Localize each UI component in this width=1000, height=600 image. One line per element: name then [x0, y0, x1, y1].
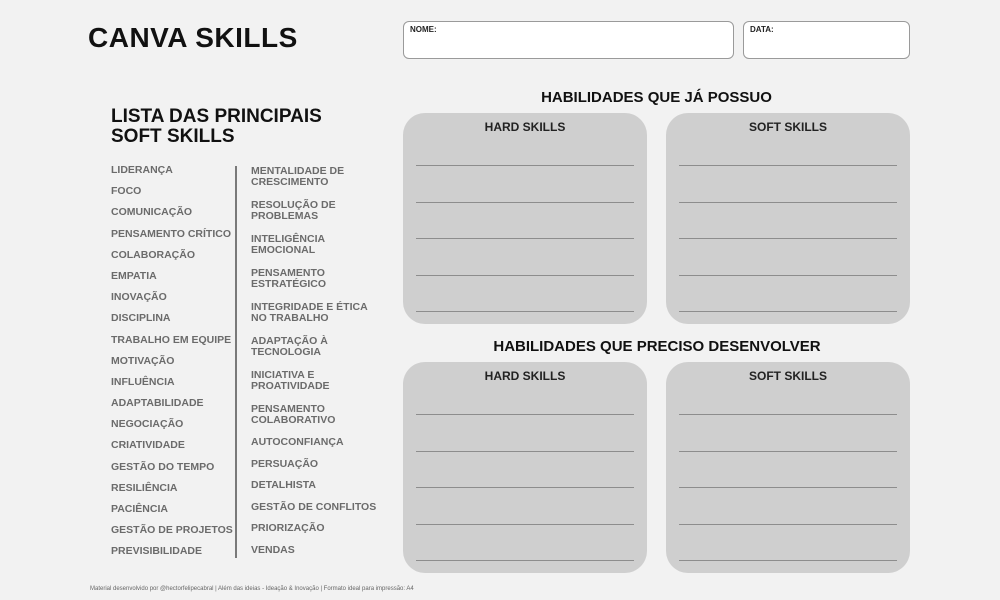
skill-item: GESTÃO DO TEMPO [111, 460, 215, 473]
name-field[interactable] [403, 21, 734, 59]
writing-line [679, 165, 897, 166]
name-label: NOME: [410, 25, 437, 34]
writing-line [679, 560, 897, 561]
writing-line [416, 524, 634, 525]
writing-line [416, 311, 634, 312]
need-section-title: HABILIDADES QUE PRECISO DESENVOLVER [493, 338, 821, 355]
skill-item: TRABALHO EM EQUIPE [111, 333, 232, 346]
skill-item [251, 262, 376, 296]
writing-line [416, 238, 634, 239]
need-hard-skills-label: HARD SKILLS [484, 369, 566, 383]
skill-item [251, 398, 376, 432]
skill-item: PACIÊNCIA [111, 503, 168, 515]
skill-item: INOVAÇÃO [111, 291, 167, 304]
writing-line [679, 311, 897, 312]
date-input[interactable] [750, 36, 903, 54]
skill-item: LIDERANÇA [111, 164, 173, 176]
skill-item-line: PERSUAÇÃO [251, 457, 319, 470]
skill-item-line: INTELIGÊNCIA [251, 233, 326, 245]
skill-item [251, 454, 376, 476]
need-hard-skills-box[interactable] [403, 362, 647, 573]
skills-column-2 [251, 160, 376, 561]
writing-line [679, 202, 897, 203]
skill-item [251, 330, 376, 364]
writing-line [679, 414, 897, 415]
date-label: DATA: [750, 25, 774, 34]
skill-item [251, 497, 376, 519]
skill-item-line: CRESCIMENTO [251, 176, 329, 188]
skills-column-1 [111, 160, 233, 563]
writing-line [416, 202, 634, 203]
writing-line [679, 238, 897, 239]
skill-item [251, 540, 376, 562]
writing-line [416, 487, 634, 488]
have-soft-skills-label: SOFT SKILLS [749, 120, 827, 134]
skill-item: MOTIVAÇÃO [111, 354, 175, 367]
need-soft-skills-box[interactable] [666, 362, 910, 573]
skill-item: EMPATIA [111, 269, 157, 282]
skill-item-line: VENDAS [251, 543, 295, 556]
skill-item-line: RESOLUÇÃO DE [251, 199, 336, 211]
skill-item: FOCO [111, 185, 142, 198]
list-title-line2: SOFT SKILLS [111, 126, 235, 147]
skill-item [251, 475, 376, 497]
page-title: CANVA SKILLS [88, 22, 298, 53]
skill-item-line: PENSAMENTO [251, 267, 325, 279]
skill-item-line: AUTOCONFIANÇA [251, 436, 344, 449]
writing-line [679, 487, 897, 488]
column-divider [235, 166, 237, 558]
skill-item: PENSAMENTO CRÍTICO [111, 227, 231, 240]
skill-item: RESILIÊNCIA [111, 481, 178, 494]
skill-item: PREVISIBILIDADE [111, 545, 203, 558]
skill-item-line: DETALHISTA [251, 479, 316, 492]
skill-item: NEGOCIAÇÃO [111, 418, 184, 431]
skill-item-line: GESTÃO DE CONFLITOS [251, 500, 377, 513]
skill-item [251, 228, 376, 262]
skill-item-line: MENTALIDADE DE [251, 165, 345, 177]
skill-item [251, 364, 376, 398]
skill-item [251, 160, 376, 194]
skill-item [251, 518, 376, 540]
writing-line [416, 451, 634, 452]
writing-line [416, 414, 634, 415]
skill-item: GESTÃO DE PROJETOS [111, 524, 233, 537]
writing-line [416, 165, 634, 166]
skill-item-line: NO TRABALHO [251, 312, 329, 324]
writing-line [416, 560, 634, 561]
list-title-line1: LISTA DAS PRINCIPAIS [111, 106, 322, 127]
skill-item-line: INTEGRIDADE E ÉTICA [251, 301, 368, 313]
skill-item-line: EMOCIONAL [251, 244, 316, 256]
skill-item-line: INICIATIVA E [251, 369, 315, 381]
skill-item [251, 296, 376, 330]
skill-item: INFLUÊNCIA [111, 375, 175, 388]
writing-line [679, 451, 897, 452]
have-section-title: HABILIDADES QUE JÁ POSSUO [541, 89, 772, 106]
skill-item-line: PROBLEMAS [251, 210, 319, 222]
writing-line [679, 524, 897, 525]
date-field[interactable] [743, 21, 910, 59]
skill-item-line: TECNOLOGIA [251, 346, 321, 358]
have-hard-skills-box[interactable] [403, 113, 647, 324]
skill-item-line: PROATIVIDADE [251, 380, 330, 392]
skill-item: COLABORAÇÃO [111, 248, 195, 261]
writing-line [679, 275, 897, 276]
skill-item [251, 432, 376, 454]
skill-item-line: PRIORIZAÇÃO [251, 522, 325, 535]
skill-item-line: ADAPTAÇÃO À [251, 335, 328, 347]
skill-item: CRIATIVIDADE [111, 439, 185, 452]
skill-item: ADAPTABILIDADE [111, 397, 204, 410]
skill-item: DISCIPLINA [111, 312, 171, 325]
skill-item-line: PENSAMENTO [251, 403, 325, 415]
have-hard-skills-label: HARD SKILLS [484, 120, 566, 134]
skill-item-line: ESTRATÉGICO [251, 278, 327, 290]
name-input[interactable] [410, 36, 727, 54]
need-soft-skills-label: SOFT SKILLS [749, 369, 827, 383]
footer-credit: Material desenvolvido por @hectorfelipecabral | Além das ideias - Ideação & Inovação | Formato ideal para impressão: A4 [90, 586, 414, 592]
skill-item-line: COLABORATIVO [251, 414, 336, 426]
soft-skills-list-title [111, 107, 322, 147]
have-soft-skills-box[interactable] [666, 113, 910, 324]
skill-item: COMUNICAÇÃO [111, 206, 193, 219]
skill-item [251, 194, 376, 228]
writing-line [416, 275, 634, 276]
